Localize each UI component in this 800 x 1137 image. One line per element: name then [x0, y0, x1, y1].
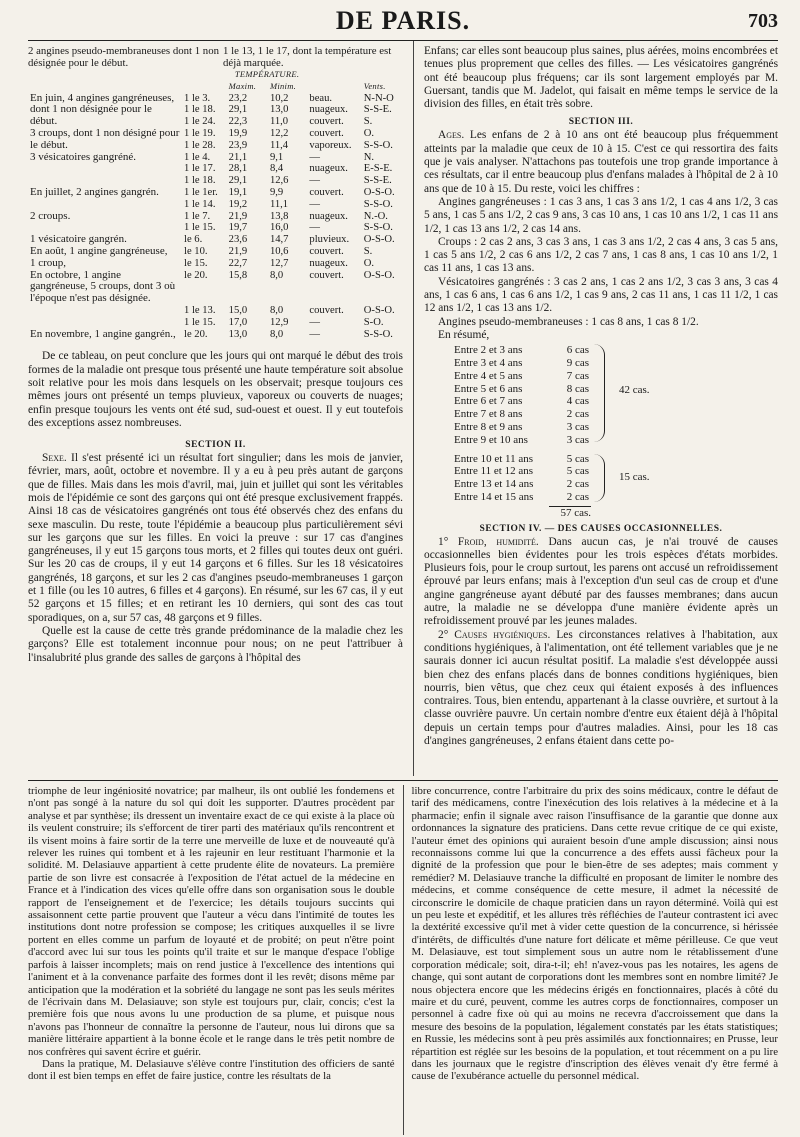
weather-cell: — — [309, 328, 320, 340]
age-range: Entre 13 et 14 ans — [454, 478, 534, 491]
weather-cell: 12,9 — [269, 316, 289, 328]
weather-cell: 21,9 — [228, 210, 248, 222]
weather-cell: — — [309, 151, 320, 163]
weather-cell: 12,2 — [269, 127, 289, 139]
age-count: 9 cas — [566, 357, 589, 370]
upper-section — [28, 41, 778, 776]
age-count: 2 cas — [566, 478, 589, 491]
weather-cell: 1 le 24. — [184, 116, 216, 128]
weather-cell: 23,9 — [228, 139, 248, 151]
weather-cell: 8,4 — [269, 163, 284, 175]
weather-row — [28, 187, 403, 199]
weather-cell: S. — [363, 245, 373, 257]
weather-cell: couvert. — [309, 269, 344, 281]
grand-total: 57 cas. — [549, 506, 591, 520]
weather-cell: 1 le 17. — [184, 163, 216, 175]
weather-cell: 19,2 — [228, 198, 248, 210]
weather-cell: 15,0 — [228, 304, 248, 316]
ages-text: Les enfans de 2 à 10 ans ont été beaucoup plus fréquemment atteints par la maladie que ceux de 10 à 15. C'est ce qui ressortira des faits que je vais analyser. N'attachons pas toutefois une trop grande importance à ces résultats, car il entre beaucoup plus d'enfans malades à l'hôpital de 2 à 10 ans que de 10 à 15. Du reste, voici les chiffres : — [424, 129, 778, 195]
age-count: 3 cas — [566, 433, 589, 446]
section-ii-title: SECTION II. — [185, 440, 246, 451]
brace-2 — [594, 454, 605, 502]
brace-1 — [594, 344, 605, 442]
froid-heading: 1° Froid, humidité. — [438, 535, 539, 548]
enfans-paragraph: Enfans; car elles sont beaucoup plus saines, plus aérées, moins encombrées et tenues plus proprement que celles des filles. — Les vésicatoires gangrénés ont été beaucoup plus fréquens; car ils sont largement employés par M. Guersant, tandis que M. Jadelot, qui faisait en même temps le service de la division des filles, en était très sobre. — [424, 45, 778, 111]
weather-intro-right: 1 le 13, 1 le 17, dont la température est déjà marquée. — [223, 45, 392, 69]
weather-cell: 28,1 — [228, 163, 248, 175]
weather-cell: 1 le 4. — [184, 151, 211, 163]
age-range: Entre 14 et 15 ans — [454, 491, 534, 503]
weather-group-label: En octobre, 1 angine gangréneuse, 5 croups, dont 3 où l'époque n'est pas désignée. — [30, 268, 176, 305]
feuilleton-left-column — [28, 785, 403, 1135]
weather-group-label: 2 croups. — [30, 209, 71, 222]
weather-cell: 12,7 — [269, 257, 289, 269]
page-number: 703 — [748, 10, 778, 32]
weather-row — [28, 329, 403, 341]
group-1-total: 42 cas. — [619, 384, 650, 397]
age-range: Entre 7 et 8 ans — [454, 408, 523, 421]
weather-cell: 23,6 — [228, 234, 248, 246]
weather-cell: 14,7 — [269, 234, 289, 246]
col-min: Minim. — [269, 80, 297, 91]
weather-cell: le 15. — [184, 257, 208, 269]
weather-cell: S-S-O. — [363, 139, 393, 151]
sexe-paragraph — [28, 452, 403, 625]
weather-cell: couvert. — [309, 245, 344, 257]
feuilleton-left-p1: triomphe de leur ingéniosité novatrice; par malheur, ils ont oublié les fondemens et n'ont pas songé à la nature du sol qui doit les supporter. D'autres procèdent par analyse et par synthèse; ils dressent un inventaire exact de ce qui existe à la place où ils veulent construire; ils s'efforcent de tirer parti des matériaux qu'ils rencontrent et ils visent moins à faire sortir de la terre une merveille de luxe et de nouveauté qu'à relever les ruines qui tombent et à les rajeunir en leur restituant l'harmonie et la solidité. M. Delasiauve appartient à cette prudente élite de novateurs. La première partie de son livre est consacrée à l'exposition de l'état actuel de la médecine en France et à l'indication des vices qu'elle offre dans son organisation sous le double rapport de l'enseignement et de l'exercice; les détails toujours succints qui assaisonnent cette partie prouvent que l'auteur a vécu dans l'intimité de toutes les institutions dont notre profession se compose; les critiques auxquelles il se livre portent en elles comme un parfum de loyauté et de probité; on peut n'être point d'accord avec lui sur tous les points qu'il traite et sur le manque d'espace l'oblige parfois à laisser incomplets; mais on rend justice à l'excellence des intentions qui l'animent et à la convenance parfaite des formes dont il les revêt; disons même par anticipation que la modération et la sobriété du langage ne sont pas les seuls mérites de l'écrivain dans M. Delasiauve; son style est toujours pur, clair, concis; c'est la première fois que nous avons lu une production de sa plume, et puisque nous n'avons pas l'honneur de connaître la personne de l'auteur, nous lui dirons que sa manière littéraire appartient à la bonne école et le range dans le très petit nombre de nos confrères qui savent écrire et guérir. — [28, 785, 395, 1058]
weather-cell: le 20. — [184, 328, 208, 340]
weather-row — [28, 128, 403, 140]
weather-row — [28, 211, 403, 223]
weather-cell: 13,0 — [269, 104, 289, 116]
weather-cell: 1 le 18. — [184, 175, 216, 187]
age-range: Entre 4 et 5 ans — [454, 369, 523, 382]
weather-cell: 11,4 — [269, 139, 289, 151]
weather-cell: 15,8 — [228, 269, 248, 281]
age-count: 6 cas — [566, 344, 589, 357]
weather-group-label: 1 vésicatoire gangrén. — [30, 233, 127, 246]
weather-group-label — [28, 305, 182, 329]
weather-cell: 1 le 1er. — [184, 186, 218, 198]
weather-cell: 9,9 — [269, 186, 284, 198]
age-range: Entre 10 et 11 ans — [454, 452, 534, 465]
age-count: 7 cas — [566, 369, 589, 382]
weather-cell: nuageux. — [309, 163, 348, 175]
sexe-text: Il s'est présenté ici un résultat fort singulier; dans les mois de janvier, février, mars, août, octobre et novembre. Il y a eu à peu près autant de garçons que de filles. Mais dans les mois d'avril, mai, juin et juillet qui sont les véritables mois de l'épidémie ce sont des garçons qui ont été presque exclusivement frappés. Ainsi 18 cas de vésicatoires gangrénés ont tous été observés chez des enfans du sexe masculin. Du reste, toute l'épidémie a beaucoup plus particulièrement sévi sur les garçons que sur les filles. En voici la preuve : sur 17 cas d'angines gangréneuses, il y eut 15 garçons tous morts, et 2 filles qui toutes deux ont guéri. Sur les 20 cas de croups, il y eut 14 garçons et 6 filles. Sur les 18 vésicatoires gangrénés, 18 garçons, et sur les 2 cas d'angines pseudo-membraneuses 1 garçon et 1 fille (ou les 10 autres, 6 filles et 4 garçons). En résumé, sur les 67 cas, il y eut 52 garçons et 15 filles; et en retirant les 10 derniers, qui sont des cas tout sporadiques, on a, sur 57 cas, 48 garçons et 9 filles. — [28, 452, 403, 624]
weather-cell: beau. — [309, 92, 333, 104]
weather-cell: 12,6 — [269, 175, 289, 187]
age-count: 3 cas — [566, 421, 589, 434]
weather-cell: 19,7 — [228, 222, 248, 234]
weather-cell: 23,2 — [228, 92, 248, 104]
weather-cell: 19,9 — [228, 127, 248, 139]
temperature-caption: TEMPÉRATURE. — [234, 69, 300, 79]
weather-cell: O-S-O. — [363, 304, 395, 316]
weather-row — [28, 305, 403, 317]
weather-cell: 21,1 — [228, 151, 248, 163]
weather-cell: N. — [363, 151, 375, 163]
weather-cell: 1 le 13. — [184, 304, 216, 316]
left-column — [28, 41, 413, 776]
weather-group-label: 3 vésicatoires gangréné. — [30, 150, 136, 163]
weather-group-label: En juin, 4 angines gangréneuses, dont 1 non désignée pour le début. — [30, 91, 175, 128]
weather-table — [28, 69, 403, 340]
feuilleton-right-column — [403, 785, 779, 1135]
weather-conclusion: De ce tableau, on peut conclure que les jours qui ont marqué le début des trois formes de la maladie ont presque tous présenté une haute température soit absolue soit relative pour les mois dans lesquels on les observait; presque toujours ces mêmes jours ont présenté un temps pluvieux, vaporeux ou couverts de nuages; enfin presque toujours les vents ont été sud, sud-ouest et ouest. Il y eut toutefois des exceptions assez nombreuses. — [28, 350, 403, 429]
right-column — [413, 41, 778, 776]
weather-cell: nuageux. — [309, 257, 348, 269]
weather-intro-left: 2 angines pseudo-membraneuses dont 1 non désignée pour le début. — [28, 45, 220, 69]
age-range: Entre 11 et 12 ans — [454, 465, 534, 478]
age-range: Entre 9 et 10 ans — [454, 433, 528, 446]
weather-cell: 1 le 19. — [184, 127, 216, 139]
weather-cell: S-S-E. — [363, 104, 392, 116]
weather-group-label: En août, 1 angine gangréneuse, — [30, 244, 168, 257]
weather-cell: 16,0 — [269, 222, 289, 234]
age-summary-table — [424, 344, 778, 519]
vesicatoires-list: Vésicatoires gangrénés : 3 cas 2 ans, 1 cas 2 ans 1/2, 3 cas 3 ans, 3 cas 4 ans, 1 cas 6 ans, 1 cas 6 ans 1/2, 1 cas 9 ans, 2 cas 11 ans, 1 cas 11 1/2, 1 cas 12 ans 1/2, 1 cas 13 ans 1/2. — [424, 275, 778, 315]
weather-intro — [28, 45, 403, 69]
page-title: DE PARIS. — [335, 6, 471, 35]
weather-cell: O-S-O. — [363, 234, 395, 246]
weather-cell: nuageux. — [309, 104, 348, 116]
age-count: 8 cas — [566, 382, 589, 395]
weather-cell: — — [309, 316, 320, 328]
age-count: 4 cas — [566, 395, 589, 408]
weather-cell: couvert. — [309, 186, 344, 198]
section-iv-title: SECTION IV. — DES CAUSES OCCASIONNELLES. — [479, 523, 723, 534]
weather-cell: O-S-O. — [363, 186, 395, 198]
en-resume: En résumé, — [438, 328, 490, 341]
age-count: 2 cas — [566, 408, 589, 421]
weather-cell: nuageux. — [309, 210, 348, 222]
weather-cell: N.-O. — [363, 210, 388, 222]
weather-cell: 13,0 — [228, 328, 248, 340]
weather-cell: 8,0 — [269, 269, 284, 281]
weather-cell: S-S-O. — [363, 328, 393, 340]
quelle-paragraph: Quelle est la cause de cette très grande prédominance de la maladie chez les garçons? Elle est totalement inconnue pour nous; on ne peut l'attribuer à l'insalubrité plus grande des salles de garçons à l'hôpital des — [28, 624, 403, 664]
weather-row — [28, 270, 403, 305]
weather-cell: 1 le 14. — [184, 198, 216, 210]
section-iii-title: SECTION III. — [568, 117, 634, 128]
weather-cell: 11,0 — [269, 116, 289, 128]
weather-cell: 29,1 — [228, 104, 248, 116]
ages-heading: Ages. — [438, 129, 465, 142]
weather-cell: S-S-O. — [363, 198, 393, 210]
feuilleton-section — [28, 785, 778, 1135]
hygiene-text: Les circonstances relatives à l'habitation, aux conditions hygiéniques, à l'alimentation, ont été tellement variables que je ne saurais donner ici aucun résultat positif. La maladie s'est développée aussi bien chez des enfans placés dans de bonnes conditions hygiéniques, bien nourris, bien vêtus, que chez ceux qui étaient exposés à des influences contraires. Tous, bien entendu, appartenant à la classe ouvrière, et surtout à la classe ouvrière pauvre. Un certain nombre d'entre eux étaient déjà à l'hôpital depuis un certain temps pour d'autres maladies. Ainsi, pour les 18 cas d'angines gangréneuses, 2 enfans étaient dans cette po- — [424, 628, 778, 748]
age-count: 2 cas — [566, 491, 589, 503]
group-2-total: 15 cas. — [619, 471, 650, 484]
weather-cell: 1 le 15. — [184, 222, 216, 234]
weather-cell: 1 le 7. — [184, 210, 211, 222]
feuilleton-left-p2: Dans la pratique, M. Delasiauve s'élève contre l'institution des officiers de santé dont il est bien temps en effet de faire justice, contre les résultats de la — [28, 1057, 395, 1083]
weather-cell: S. — [363, 116, 373, 128]
weather-cell: O-S-O. — [363, 269, 395, 281]
weather-cell: 17,0 — [228, 316, 248, 328]
age-count: 5 cas — [566, 452, 589, 465]
age-count: 5 cas — [566, 465, 589, 478]
weather-cell: O. — [363, 127, 375, 139]
weather-cell: S-S-O. — [363, 222, 393, 234]
weather-group-label: 3 croups, dont 1 non désigné pour le début. — [30, 126, 180, 151]
weather-cell: 22,7 — [228, 257, 248, 269]
weather-cell: 10,2 — [269, 92, 289, 104]
froid-text: Dans aucun cas, je n'ai trouvé de causes occasionnelles bien évidentes pour les trois espèces d'états morbides. Plusieurs fois, pour le croup surtout, les parens ont accusé un refroidissement éprouvé par leurs enfans; mais à l'exception d'un seul cas de croup et d'une angine gangréneuse ayant débuté par des fausses membranes; dans aucun autre, la maladie ne se développa d'une manière évidente après un refroidissement prouvé par les jeunes malades. — [424, 535, 778, 628]
weather-cell: 8,0 — [269, 304, 284, 316]
weather-cell: E-S-E. — [363, 163, 393, 175]
col-max: Maxim. — [228, 80, 257, 91]
hygiene-paragraph — [424, 629, 778, 749]
weather-cell: couvert. — [309, 304, 344, 316]
croups-list: Croups : 2 cas 2 ans, 3 cas 3 ans, 1 cas 3 ans 1/2, 2 cas 4 ans, 3 cas 5 ans, 1 cas 5 ans 1/2, 2 cas 6 ans 1/2, 2 cas 7 ans, 1 cas 8 ans, 1 cas 10 ans 1/2, 1 cas 11 ans, 1 cas 13 ans. — [424, 235, 778, 275]
weather-row — [28, 258, 403, 270]
weather-cell: 19,1 — [228, 186, 248, 198]
weather-group-label: 1 croup, — [30, 256, 67, 269]
weather-cell: — — [309, 175, 320, 187]
weather-cell: 10,6 — [269, 245, 289, 257]
froid-paragraph — [424, 536, 778, 629]
pseudo-list: Angines pseudo-membraneuses : 1 cas 8 ans, 1 cas 8 1/2. — [438, 315, 699, 328]
feuilleton-right-p1: libre concurrence, contre l'arbitraire du prix des soins médicaux, contre le défaut de tarif des médicamens, contre l'inexécution des lois relatives à la médecine et à la pharmacie; enfin il signale avec raison l'insuffisance de la garantie que donne aux ordonnances la signature des praticiens. Dans cette revue critique de ce qui existe, l'auteur émet des opinions qui auraient besoin d'une ample discussion; ainsi nous reconnaissons comme lui que la concurrence a des effets aussi fâcheux pour la dignité de la profession que pour le bien-être de ses adeptes; mais comment y remédier? M. Delasiauve tranche la difficulté en proposant de limiter le nombre des médecins, et comme conséquence de cette mesure, il admet la nécessité de circonscrire le domicile de chaque praticien dans un rayon déterminé. Voilà qui est un peu leste et expéditif, et les allures très réfléchies de l'auteur contrastent ici avec la dextérité excessive qu'il met à vider cette question de la concurrence, si hérissée d'intérêts, de difficultés d'une nature fort délicate et même périlleuse. Ce que veut M. Delasiauve, est tout simplement sous un autre nom le rétablissement d'une corporation médicale; soit, dira-t-il; eh! n'avez-vous pas les notaires, les agens de change, qui sont autant de corporations dont les membres sont en nombre limité? Je nous objectera encore que les médecins érigés en fonctionnaires, placés à côté du maire et du curé, peuvent, comme les autres corps de fonctionnaires, composer un personnel à cadre fixe où qui au moins ne recevra d'accroissement que dans la mesure des besoins de la population, légalement constatés par les états statistiques; en Russie, les médecins sont à peu près assimilés aux fonctionnaires; en Prusse, leur répartition est réglée sur les besoins de la population, et tout récemment on a pu lire dans les journaux que le registre d'inscription des élèves venait d'y être fermé à cause de l'exubérance actuelle du personnel médical. — [411, 785, 778, 1083]
col-vents: Vents. — [363, 80, 386, 91]
weather-row — [28, 152, 403, 164]
weather-cell: 1 le 18. — [184, 104, 216, 116]
weather-cell: 11,1 — [269, 198, 289, 210]
sexe-heading: Sexe. — [42, 452, 67, 465]
angines-gang-list: Angines gangréneuses : 1 cas 3 ans, 1 cas 3 ans 1/2, 1 cas 4 ans 1/2, 3 cas 5 ans, 1 cas 5 ans 1/2, 2 cas 9 ans, 3 cas 10 ans, 1 cas 10 ans 1/2, 1 cas 11 ans 1/2, 1 cas 13 ans 1/2, 2 cas 14 ans. — [424, 195, 778, 235]
age-range: Entre 6 et 7 ans — [454, 395, 523, 408]
weather-cell: couvert. — [309, 127, 344, 139]
weather-cell: O. — [363, 257, 375, 269]
age-range: Entre 2 et 3 ans — [454, 344, 523, 357]
weather-cell: pluvieux. — [309, 234, 350, 246]
age-range: Entre 5 et 6 ans — [454, 382, 523, 395]
page-header — [28, 0, 778, 40]
weather-cell: 13,8 — [269, 210, 289, 222]
ages-paragraph — [424, 129, 778, 195]
weather-cell: le 10. — [184, 245, 208, 257]
weather-cell: 1 le 3. — [184, 92, 211, 104]
weather-row — [28, 93, 403, 105]
weather-cell: couvert. — [309, 116, 344, 128]
weather-cell: S-S-E. — [363, 175, 392, 187]
weather-cell: vaporeux. — [309, 139, 352, 151]
feuilleton-rule — [28, 780, 778, 781]
age-range: Entre 3 et 4 ans — [454, 357, 523, 370]
weather-cell: 22,3 — [228, 116, 248, 128]
weather-cell: — — [309, 198, 320, 210]
hygiene-heading: 2° Causes hygiéniques. — [438, 628, 551, 641]
weather-group-label: En novembre, 1 angine gangrén., — [30, 327, 176, 340]
weather-cell: 9,1 — [269, 151, 284, 163]
weather-cell: le 6. — [184, 234, 203, 246]
age-range: Entre 8 et 9 ans — [454, 421, 523, 434]
weather-cell: 29,1 — [228, 175, 248, 187]
weather-cell: 8,0 — [269, 328, 284, 340]
weather-cell: S-O. — [363, 316, 384, 328]
weather-cell: — — [309, 222, 320, 234]
weather-cell: le 20. — [184, 269, 208, 281]
weather-cell: N-N-O — [363, 92, 394, 104]
weather-row — [28, 246, 403, 258]
weather-cell: 1 le 28. — [184, 139, 216, 151]
weather-cell: 1 le 15. — [184, 316, 216, 328]
weather-cell: 21,9 — [228, 245, 248, 257]
weather-group-label: En juillet, 2 angines gangrén. — [30, 185, 159, 198]
